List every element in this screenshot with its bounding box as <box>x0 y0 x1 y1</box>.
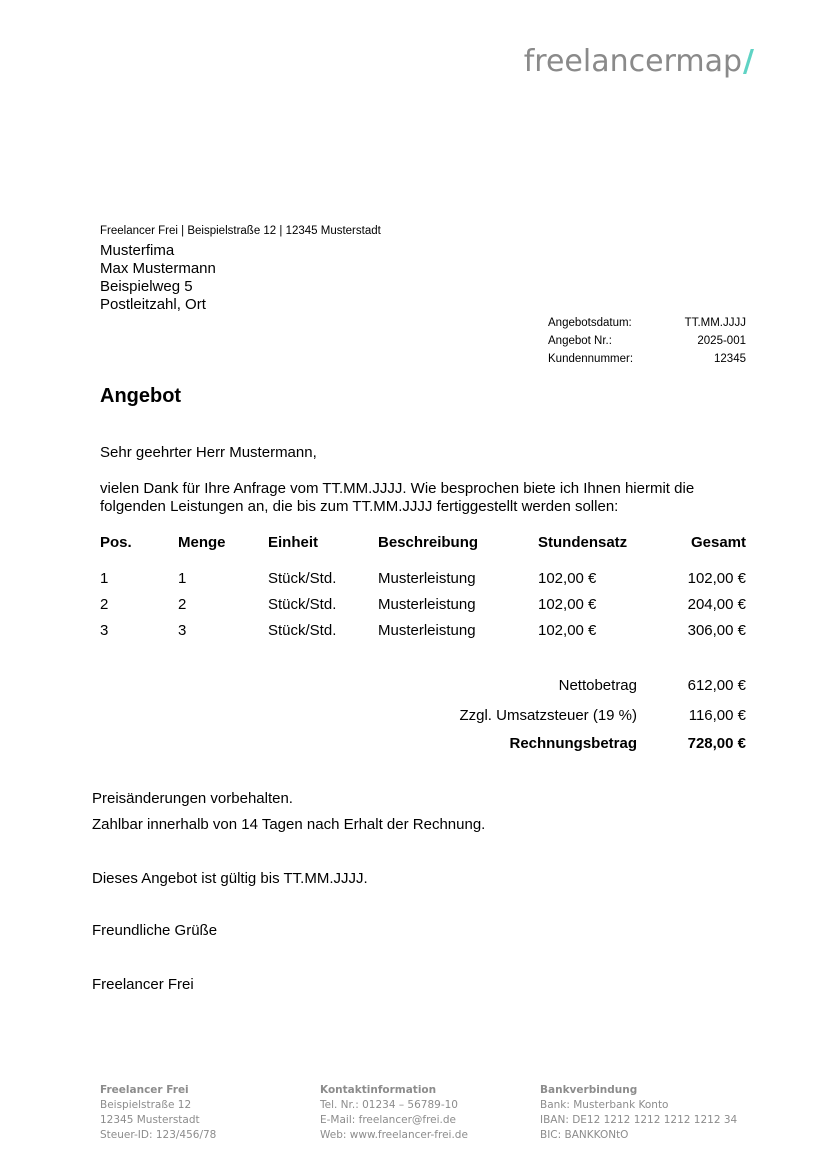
footer-heading: Freelancer Frei <box>100 1084 189 1096</box>
cell-gesamt: 306,00 € <box>687 622 746 639</box>
footer-line: Steuer-ID: 123/456/78 <box>100 1129 217 1141</box>
netto-label: Nettobetrag <box>558 677 637 694</box>
recipient-street: Beispielweg 5 <box>100 278 193 295</box>
recipient-address <box>100 242 216 314</box>
footer-line: Tel. Nr.: 01234 – 56789-10 <box>320 1099 458 1111</box>
intro-line: folgenden Leistungen an, die bis zum TT.MM.JJJJ fertiggestellt werden sollen: <box>100 498 619 515</box>
footer-line: BIC: BANKKONtO <box>540 1129 629 1141</box>
table-header <box>100 534 746 570</box>
sender-line: Freelancer Frei | Beispielstraße 12 | 12345 Musterstadt <box>100 225 381 237</box>
cell-stundensatz: 102,00 € <box>538 622 597 639</box>
cell-pos: 3 <box>100 622 109 639</box>
footer-heading: Kontaktinformation <box>320 1084 437 1096</box>
footer-line: 12345 Musterstadt <box>100 1114 200 1126</box>
price-note: Preisänderungen vorbehalten. <box>92 790 293 807</box>
recipient-name: Max Mustermann <box>100 260 216 277</box>
footer-contact <box>320 1083 468 1143</box>
footer-line: Web: www.freelancer-frei.de <box>320 1129 468 1141</box>
cell-gesamt: 102,00 € <box>687 570 746 587</box>
footer-heading: Bankverbindung <box>540 1084 638 1096</box>
netto-value: 612,00 € <box>687 677 746 694</box>
meta-value: TT.MM.JJJJ <box>684 317 746 329</box>
meta-row-number <box>548 332 746 350</box>
cell-menge: 1 <box>178 570 187 587</box>
header-gesamt: Gesamt <box>690 534 746 551</box>
header-pos: Pos. <box>100 534 132 551</box>
cell-pos: 1 <box>100 570 109 587</box>
greeting: Sehr geehrter Herr Mustermann, <box>100 444 317 461</box>
header-einheit: Einheit <box>268 534 319 551</box>
footer-line: E-Mail: freelancer@frei.de <box>320 1114 457 1126</box>
footer-company <box>100 1083 216 1143</box>
table-row <box>100 622 746 648</box>
items-table <box>100 534 746 648</box>
recipient-city: Postleitzahl, Ort <box>100 296 206 313</box>
footer-line: IBAN: DE12 1212 1212 1212 1212 34 <box>540 1114 738 1126</box>
footer-line: Beispielstraße 12 <box>100 1099 192 1111</box>
meta-label: Angebot Nr.: <box>548 335 612 347</box>
cell-menge: 3 <box>178 622 187 639</box>
meta-value: 2025-001 <box>697 335 746 347</box>
meta-row-customer <box>548 350 746 368</box>
cell-stundensatz: 102,00 € <box>538 596 597 613</box>
brand-logo <box>524 44 754 79</box>
ust-value: 116,00 € <box>688 707 746 724</box>
cell-einheit: Stück/Std. <box>268 596 337 613</box>
intro-text <box>100 480 694 516</box>
cell-beschreibung: Musterleistung <box>378 596 476 613</box>
validity-note: Dieses Angebot ist gültig bis TT.MM.JJJJ. <box>92 870 368 887</box>
cell-gesamt: 204,00 € <box>687 596 746 613</box>
meta-label: Angebotsdatum: <box>548 317 632 329</box>
payment-note: Zahlbar innerhalb von 14 Tagen nach Erhalt der Rechnung. <box>92 816 486 833</box>
logo-text: freelancermap <box>523 44 743 79</box>
cell-beschreibung: Musterleistung <box>378 622 476 639</box>
table-row <box>100 570 746 596</box>
ust-label: Zzgl. Umsatzsteuer (19 %) <box>459 707 637 724</box>
total-value: 728,00 € <box>687 735 746 752</box>
logo-slash-icon: / <box>743 44 754 79</box>
meta-label: Kundennummer: <box>548 353 634 365</box>
closing: Freundliche Grüße <box>92 922 218 939</box>
cell-beschreibung: Musterleistung <box>378 570 476 587</box>
document-title: Angebot <box>100 385 182 407</box>
cell-stundensatz: 102,00 € <box>538 570 597 587</box>
cell-einheit: Stück/Std. <box>268 622 337 639</box>
total-label: Rechnungsbetrag <box>509 735 637 752</box>
intro-line: vielen Dank für Ihre Anfrage vom TT.MM.JJJJ. Wie besprochen biete ich Ihnen hiermit die <box>100 480 695 497</box>
header-stundensatz: Stundensatz <box>538 534 628 551</box>
signature: Freelancer Frei <box>92 976 194 993</box>
header-menge: Menge <box>178 534 226 551</box>
cell-menge: 2 <box>178 596 187 613</box>
footer-line: Bank: Musterbank Konto <box>540 1099 669 1111</box>
meta-row-date <box>548 314 746 332</box>
cell-pos: 2 <box>100 596 109 613</box>
footer-bank <box>540 1083 737 1143</box>
header-beschreibung: Beschreibung <box>378 534 479 551</box>
cell-einheit: Stück/Std. <box>268 570 337 587</box>
table-row <box>100 596 746 622</box>
meta-value: 12345 <box>714 353 746 365</box>
offer-meta <box>548 314 746 368</box>
recipient-company: Musterfima <box>100 242 175 259</box>
